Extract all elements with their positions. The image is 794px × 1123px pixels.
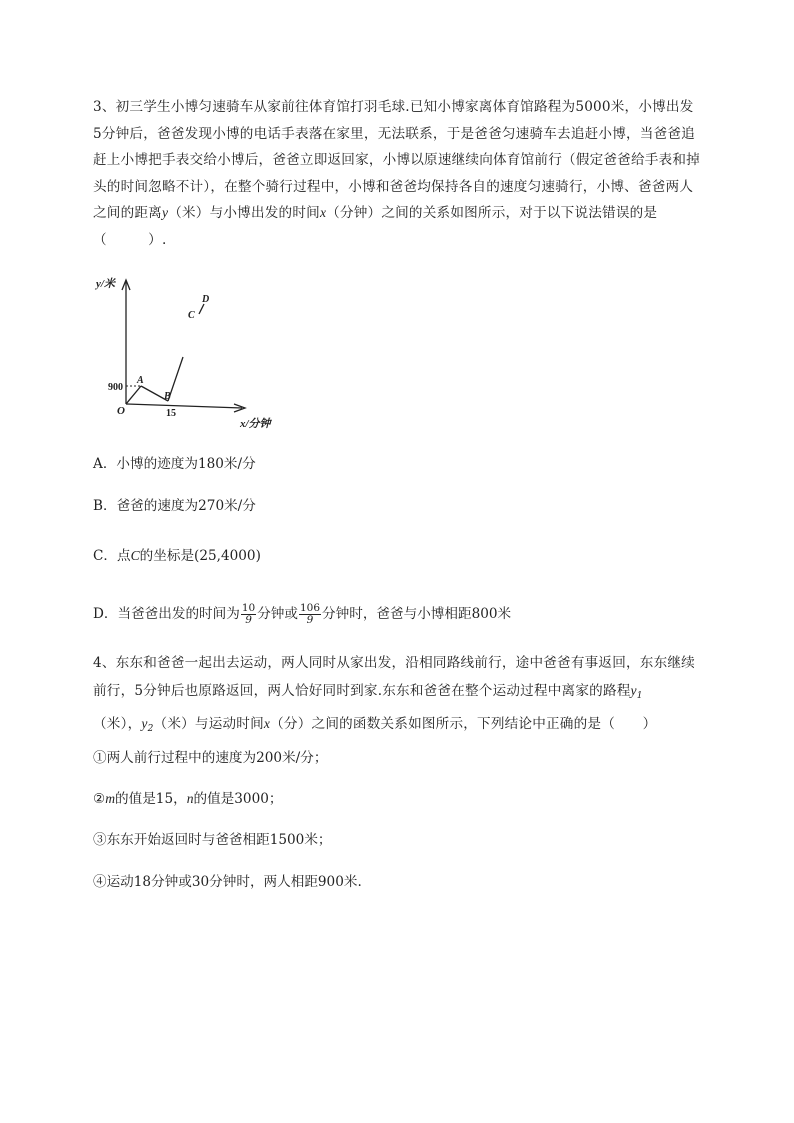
statement-2-c: 的值是3000； xyxy=(193,791,283,807)
statement-4: ④运动18分钟或30分钟时，两人相距900米. xyxy=(93,874,362,890)
q3-line-2: 5分钟后，爸爸发现小博的电话手表落在家里，无法联系，于是爸爸匀速骑车去追赶小博，当爸爸追 xyxy=(93,125,695,142)
x-axis-label: x/分钟 xyxy=(240,418,271,430)
distance-time-graph xyxy=(90,268,290,433)
x-tick-15: 15 xyxy=(166,408,176,419)
statement-3: ③东东开始返回时与爸爸相距1500米； xyxy=(93,832,332,848)
q4-line3-c: （分）之间的函数关系如图所示，下列结论中正确的是（ ） xyxy=(270,716,657,732)
point-c-label: C xyxy=(188,310,195,321)
q4-line3-b: （米）与运动时间 xyxy=(153,716,264,732)
var-m: m xyxy=(105,791,116,806)
q3-line5-c: （分钟）之间的关系如图所示，对于以下说法错误的是 xyxy=(326,205,658,221)
origin-label: O xyxy=(117,405,125,417)
fraction-106-9 xyxy=(299,603,321,626)
var-y2: y xyxy=(141,716,148,731)
q3-line-4: 头的时间忽略不计），在整个骑行过程中，小博和爸爸均保持各自的速度匀速骑行，小博、爸爸两人 xyxy=(93,178,694,195)
option-c-prefix: C．点 xyxy=(93,548,131,564)
var-y: y xyxy=(161,205,169,220)
option-b: B．爸爸的速度为270米/分 xyxy=(93,498,256,514)
statement-2 xyxy=(93,789,282,809)
option-d xyxy=(93,603,511,626)
q3-line5-a: 之间的距离 xyxy=(93,205,162,221)
var-y1-subscript: 1 xyxy=(636,691,643,701)
point-d-label: D xyxy=(202,294,210,305)
q3-line-3: 赶上小博把手表交给小博后，爸爸立即返回家，小博以原速继续向体育馆前行（假定爸爸给手表和掉 xyxy=(93,152,700,168)
q4-line-2 xyxy=(93,677,705,710)
question-4-text xyxy=(93,650,705,743)
fraction-10-9 xyxy=(241,603,256,626)
y-tick-900: 900 xyxy=(108,382,123,393)
q4-line2-text: 前行，5分钟后也原路返回，两人恰好同时到家.东东和爸爸在整个运动过程中离家的路程 xyxy=(93,683,631,699)
var-y1: y xyxy=(630,683,637,698)
q3-answer-blank: （ ）. xyxy=(93,231,167,248)
fraction-1-denominator: 9 xyxy=(245,614,252,626)
question-3-text xyxy=(93,94,705,253)
var-n: n xyxy=(186,791,194,806)
point-a-label: A xyxy=(137,375,144,386)
var-x: x xyxy=(263,716,271,731)
segment-c-d xyxy=(199,304,204,314)
option-d-mid: 分钟或 xyxy=(257,606,298,622)
fraction-2-numerator: 106 xyxy=(300,602,321,614)
statement-2-marker: ② xyxy=(93,791,106,807)
statement-2-b: 的值是15， xyxy=(115,791,187,807)
q3-line-1: 3、初三学生小博匀速骑车从家前往体育馆打羽毛球.已知小博家离体育馆路程为5000米，小博出发 xyxy=(93,99,694,115)
option-c-var: C xyxy=(130,548,140,563)
fraction-2-denominator: 9 xyxy=(306,614,314,626)
option-d-prefix: D．当爸爸出发的时间为 xyxy=(93,606,240,622)
y-axis-label: y/米 xyxy=(96,278,115,290)
q4-line-1: 4、东东和爸爸一起出去运动，两人同时从家出发，沿相同路线前行，途中爸爸有事返回，东东继续 xyxy=(93,655,695,671)
q3-line-5 xyxy=(93,200,705,227)
var-y2-subscript: 2 xyxy=(147,724,154,734)
point-b-label: B xyxy=(164,391,171,402)
fraction-1-numerator: 10 xyxy=(241,602,256,614)
q4-line3-a: （米）， xyxy=(93,716,142,732)
var-x: x xyxy=(319,205,327,220)
x-axis xyxy=(126,404,242,408)
segment-o-a xyxy=(126,386,141,404)
option-c xyxy=(93,546,261,566)
option-c-suffix: 的坐标是(25,4000) xyxy=(139,548,261,564)
q3-line5-b: （米）与小博出发的时间 xyxy=(168,205,320,221)
option-a: A．小博的迹度为180米/分 xyxy=(93,456,256,472)
statement-1: ①两人前行过程中的速度为200米/分； xyxy=(93,750,328,766)
option-d-suffix: 分钟时，爸爸与小博相距800米 xyxy=(322,606,512,622)
q4-line-3 xyxy=(93,710,705,743)
